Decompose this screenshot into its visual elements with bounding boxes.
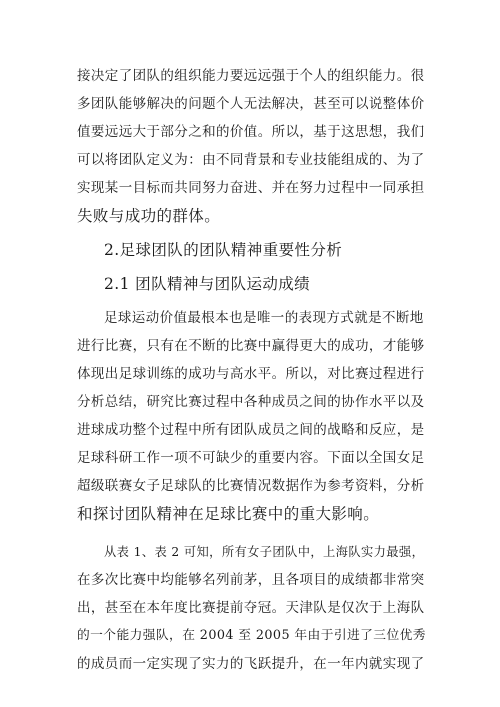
para2-line-1: 足球运动价值最根本也是唯一的表现方式就是不断地 <box>104 310 424 326</box>
para3-line-4: 的一个能力强队，在 2004 至 2005 年由于引进了三位优秀 <box>77 628 426 643</box>
para1-line-1: 接决定了团队的组织能力要远远强于个人的组织能力。很 <box>77 68 425 84</box>
para2-line-7: 超级联赛女子足球队的比赛情况数据作为参考资料，分析 <box>77 478 425 494</box>
para3-line-5: 的成员而一定实现了实力的飞跃提升，在一年内就实现了 <box>77 656 425 672</box>
para2-line-5: 进球成功整个过程中所有团队成员之间的战略和反应，是 <box>77 422 425 438</box>
para1-line-4: 可以将团队定义为：由不同背景和专业技能组成的、为了 <box>77 152 425 168</box>
para3-line-3: 出，甚至在本年度比赛提前夺冠。天津队是仅次于上海队 <box>77 600 425 616</box>
section-heading: 2.足球团队的团队精神重要性分析 <box>104 241 343 259</box>
para3-line-2: 在多次比赛中均能够名列前茅，且各项目的成绩都非常突 <box>77 572 425 588</box>
para1-line-3: 值要远远大于部分之和的价值。所以，基于这思想，我们 <box>77 124 425 140</box>
para3-line-1: 从表 1、表 2 可知，所有女子团队中，上海队实力最强， <box>104 545 425 559</box>
para1-line-6: 失败与成功的群体。 <box>77 207 221 225</box>
para2-line-8: 和探讨团队精神在足球比赛中的重大影响。 <box>77 505 380 523</box>
para2-line-2: 进行比赛，只有在不断的比赛中赢得更大的成功，才能够 <box>77 338 425 354</box>
para1-line-2: 多团队能够解决的问题个人无法解决，甚至可以说整体价 <box>77 96 425 112</box>
para1-line-5: 实现某一目标而共同努力奋进、并在努力过程中一同承担 <box>77 180 425 196</box>
para2-line-6: 足球科研工作一项不可缺少的重要内容。下面以全国女足 <box>77 450 425 466</box>
para2-line-4: 分析总结，研究比赛过程中各种成员之间的协作水平以及 <box>77 394 425 410</box>
subsection-heading: 2.1 团队精神与团队运动成绩 <box>104 275 311 293</box>
para2-line-3: 体现出足球训练的成功与高水平。所以，对比赛过程进行 <box>77 366 425 382</box>
